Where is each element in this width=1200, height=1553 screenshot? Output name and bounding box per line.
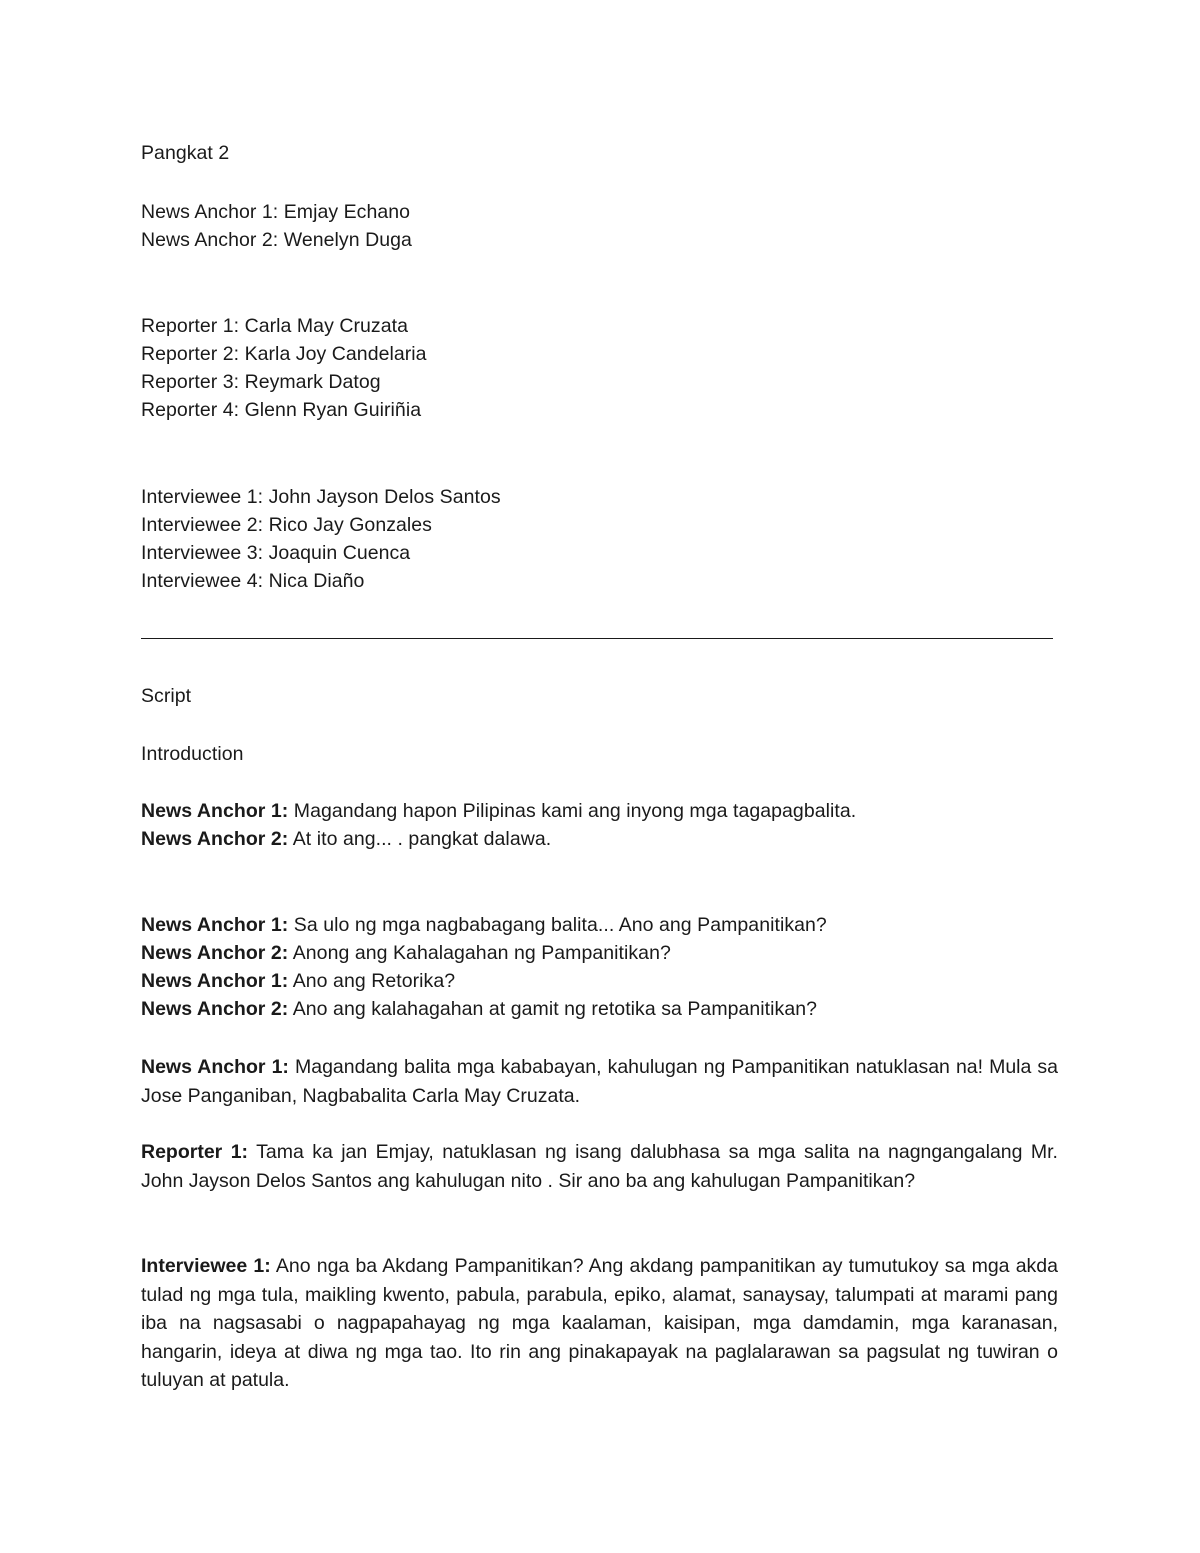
speaker-label: News Anchor 1: [141,1056,289,1078]
cast-interviewee-2: Interviewee 2: Rico Jay Gonzales [141,514,432,536]
dialogue-line [141,911,1058,939]
dialogue-line [141,939,1058,967]
speaker-label: News Anchor 2: [141,942,289,964]
dialogue-line [141,797,1058,825]
speaker-label: Interviewee 1: [141,1255,271,1277]
dialogue-text: Ano nga ba Akdang Pampanitikan? Ang akdang pampanitikan ay tumutukoy sa mga akda tulad ng mga tula, maikling kwento, pabula, parabula, epiko, alamat, sanaysay, talumpati at marami pang iba na nagsasabi o nagpapahayag ng mga kaalaman, kaisipan, mga damdamin, mga karanasan, hangarin, ideya at diwa ng mga tao. Ito rin ang pinakapayak na paglalarawan sa pagsulat ng tuwiran o tuluyan at patula. [141,1255,1058,1392]
dialogue-text: Tama ka jan Emjay, natuklasan ng isang dalubhasa sa mga salita na nagngangalang Mr. John Jayson Delos Santos ang kahulugan nito . Sir ano ba ang kahulugan Pampanitikan? [141,1141,1058,1192]
intro-heading: Introduction [141,743,244,765]
cast-news-anchor-2: News Anchor 2: Wenelyn Duga [141,229,412,251]
dialogue-text: At ito ang... . pangkat dalawa. [288,828,552,850]
speaker-label: News Anchor 1: [141,800,289,822]
dialogue-text: Sa ulo ng mga nagbabagang balita... Ano ang Pampanitikan? [288,914,827,936]
speaker-label: News Anchor 1: [141,914,289,936]
dialogue-text: Ano ang Retorika? [288,970,456,992]
cast-reporter-4: Reporter 4: Glenn Ryan Guiriñia [141,399,422,421]
cast-reporter-2: Reporter 2: Karla Joy Candelaria [141,343,427,365]
speaker-label: News Anchor 1: [141,970,289,992]
dialogue-line [141,995,1058,1023]
dialogue-text: Magandang hapon Pilipinas kami ang inyong mga tagapagbalita. [288,800,857,822]
speaker-label: Reporter 1: [141,1141,249,1163]
dialogue-text: Ano ang kalahagahan at gamit ng retotika sa Pampanitikan? [288,998,818,1020]
cast-interviewee-1: Interviewee 1: John Jayson Delos Santos [141,486,501,508]
dialogue-line [141,825,1058,853]
section-divider [141,638,1053,639]
group-title: Pangkat 2 [141,142,230,164]
dialogue-paragraph [141,1138,1058,1195]
cast-reporter-1: Reporter 1: Carla May Cruzata [141,315,408,337]
cast-interviewee-4: Interviewee 4: Nica Diaño [141,570,365,592]
dialogue-line [141,967,1058,995]
speaker-label: News Anchor 2: [141,998,289,1020]
cast-reporter-3: Reporter 3: Reymark Datog [141,371,381,393]
dialogue-paragraph [141,1053,1058,1110]
dialogue-paragraph [141,1252,1058,1395]
cast-news-anchor-1: News Anchor 1: Emjay Echano [141,201,411,223]
dialogue-text: Anong ang Kahalagahan ng Pampanitikan? [288,942,671,964]
dialogue-text: Magandang balita mga kababayan, kahulugan ng Pampanitikan natuklasan na! Mula sa Jose Panganiban, Nagbabalita Carla May Cruzata. [141,1056,1059,1107]
speaker-label: News Anchor 2: [141,828,289,850]
script-heading: Script [141,685,192,707]
cast-interviewee-3: Interviewee 3: Joaquin Cuenca [141,542,411,564]
